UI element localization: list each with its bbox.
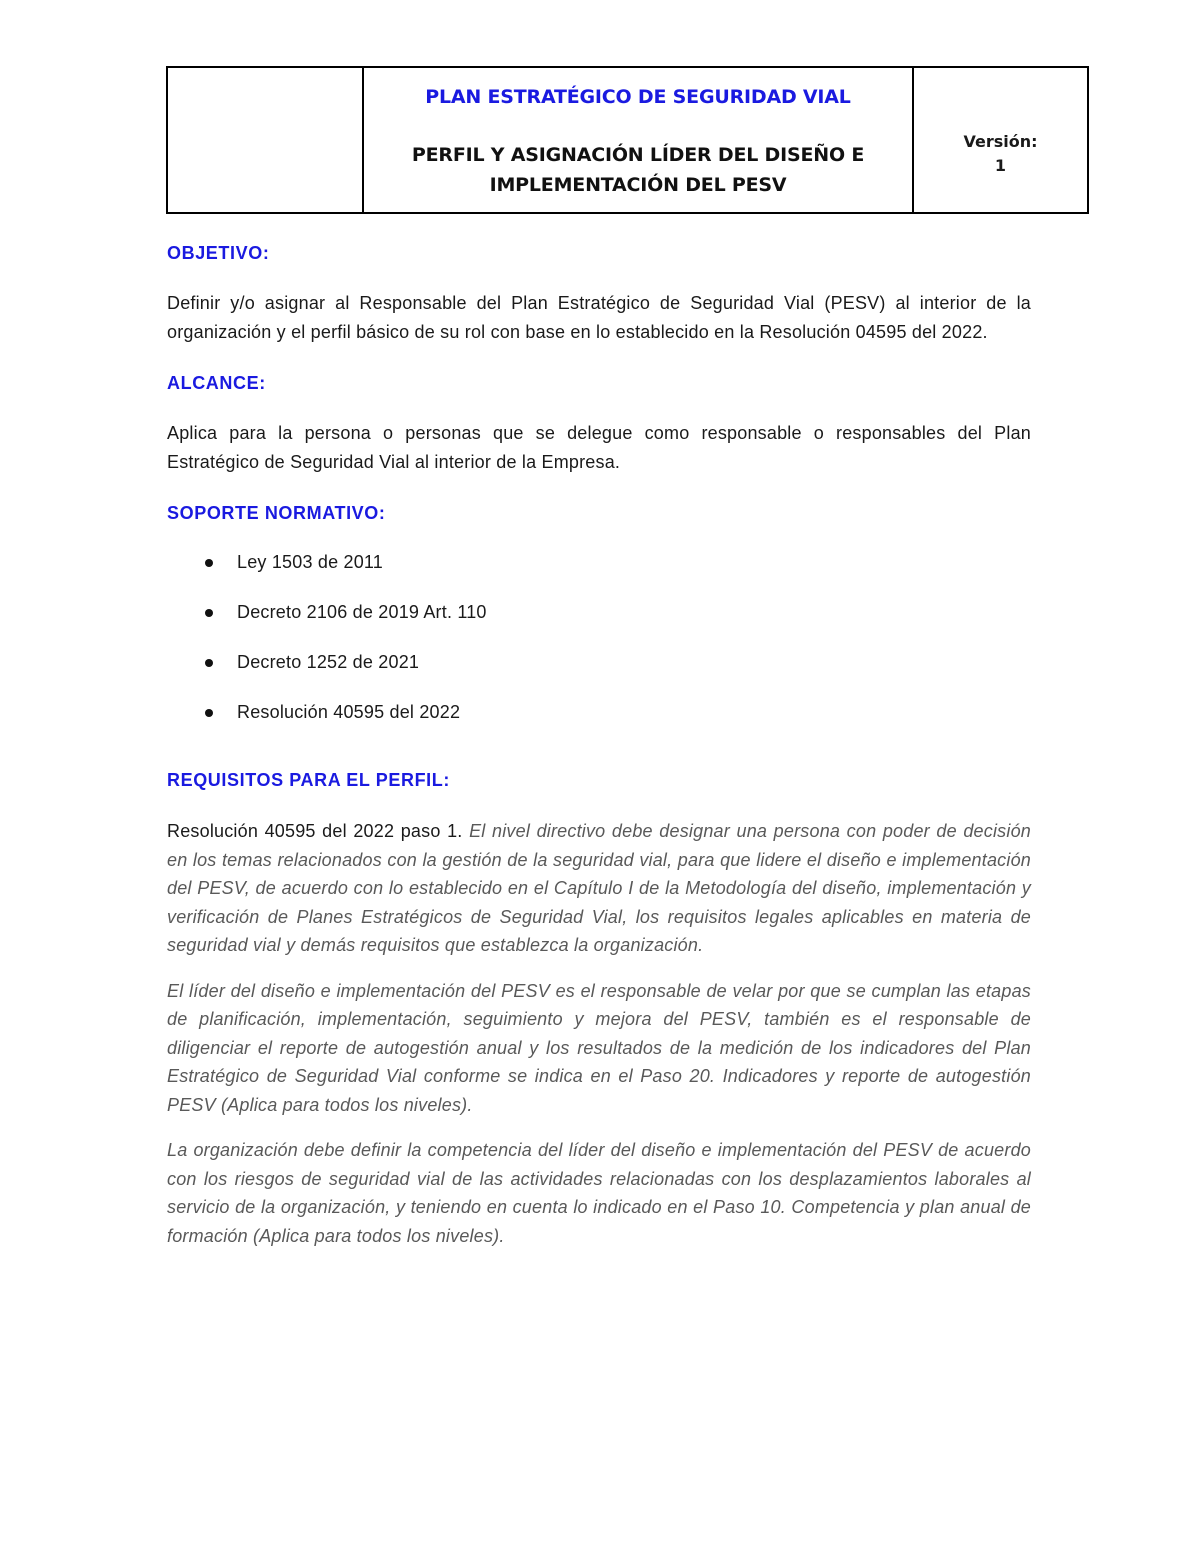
requisitos-quote-1: El nivel directivo debe designar una persona con poder de decisión en los temas relacionados con la gestión de la seguridad vial, para que lidere el diseño e implementación del PESV, de acuerdo con lo establecido en el Capítulo I de la Metodología del diseño, implementación y verificación de Planes Estratégicos de Seguridad Vial, los requisitos legales aplicables en materia de seguridad vial y demás requisitos que establezca la organización. xyxy=(167,821,1031,955)
logo-cell xyxy=(168,68,364,212)
version-label: Versión: xyxy=(963,132,1038,151)
bullet-icon xyxy=(205,609,213,617)
list-item xyxy=(167,650,1031,700)
requisitos-heading: REQUISITOS PARA EL PERFIL: xyxy=(167,770,450,790)
list-item xyxy=(167,700,1031,750)
plan-title: PLAN ESTRATÉGICO DE SEGURIDAD VIAL xyxy=(425,86,851,108)
soporte-heading: SOPORTE NORMATIVO: xyxy=(167,503,386,523)
document-header-table xyxy=(166,66,1089,214)
list-item xyxy=(167,550,1031,600)
document-body xyxy=(167,243,1031,1250)
objetivo-heading: OBJETIVO: xyxy=(167,243,270,263)
objetivo-text: Definir y/o asignar al Responsable del Plan Estratégico de Seguridad Vial (PESV) al interior de la organización y el perfil básico de su rol con base en lo establecido en la Resolución 04595 del 2022. xyxy=(167,293,1031,342)
requisitos-paragraph-3: La organización debe definir la competencia del líder del diseño e implementación del PESV de acuerdo con los riesgos de seguridad vial de las actividades relacionadas con los desplazamientos laborales al servicio de la organización, y teniendo en cuenta lo indicado en el Paso 10. Competencia y plan anual de formación (Aplica para todos los niveles). xyxy=(167,1140,1031,1246)
version-cell xyxy=(914,68,1087,212)
title-cell xyxy=(364,68,914,212)
bullet-icon xyxy=(205,659,213,667)
subtitle-line-2: IMPLEMENTACIÓN DEL PESV xyxy=(489,174,787,196)
requisitos-paragraph-1 xyxy=(167,817,1031,960)
list-item-text: Decreto 1252 de 2021 xyxy=(237,652,420,672)
list-item xyxy=(167,600,1031,650)
soporte-list xyxy=(167,550,1031,750)
bullet-icon xyxy=(205,709,213,717)
document-subtitle xyxy=(364,140,912,200)
requisitos-reference: Resolución 40595 del 2022 paso 1. xyxy=(167,821,463,841)
bullet-icon xyxy=(205,559,213,567)
list-item-text: Ley 1503 de 2011 xyxy=(237,552,383,572)
version-value: 1 xyxy=(994,156,1007,175)
subtitle-line-1: PERFIL Y ASIGNACIÓN LÍDER DEL DISEÑO E xyxy=(411,144,865,166)
list-item-text: Resolución 40595 del 2022 xyxy=(237,702,461,722)
alcance-heading: ALCANCE: xyxy=(167,373,266,393)
requisitos-paragraph-2: El líder del diseño e implementación del PESV es el responsable de velar por que se cumplan las etapas de planificación, implementación, seguimiento y mejora del PESV, también es el responsable de diligenciar el reporte de autogestión anual y los resultados de la medición de los indicadores del Plan Estratégico de Seguridad Vial conforme se indica en el Paso 20. Indicadores y reporte de autogestión PESV (Aplica para todos los niveles). xyxy=(167,980,1031,1115)
alcance-text: Aplica para la persona o personas que se delegue como responsable o responsables del Plan Estratégico de Seguridad Vial al interior de la Empresa. xyxy=(167,423,1031,472)
list-item-text: Decreto 2106 de 2019 Art. 110 xyxy=(237,602,487,622)
